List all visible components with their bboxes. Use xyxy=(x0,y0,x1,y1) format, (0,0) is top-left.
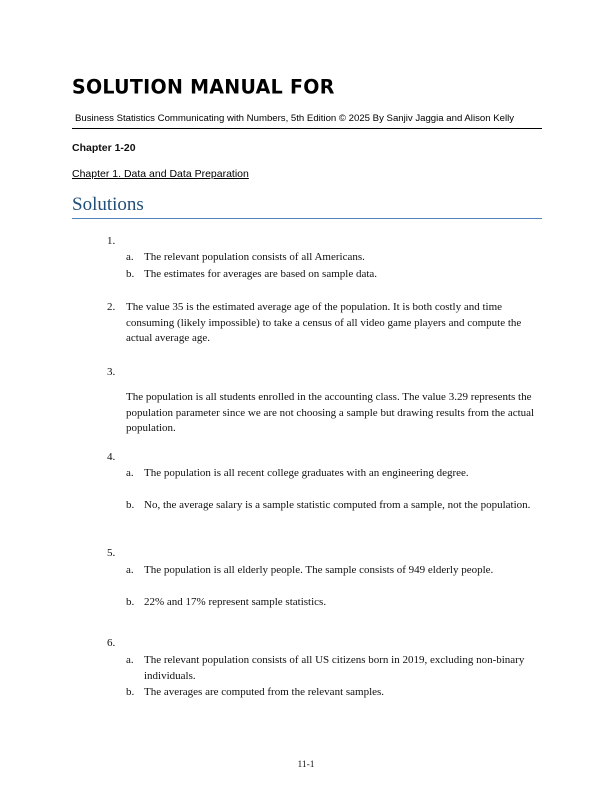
answer-text: The relevant population consists of all US citizens born in 2019, excluding non-binary individuals. xyxy=(144,654,525,682)
answer-text: The estimates for averages are based on sample data. xyxy=(144,268,378,280)
question-number: 1. xyxy=(107,235,116,247)
answer-marker: b. xyxy=(126,596,135,608)
answer-marker: b. xyxy=(126,499,135,511)
answer-text: The population is all recent college graduates with an engineering degree. xyxy=(144,467,469,479)
answer-marker: b. xyxy=(126,268,135,280)
answer-text: The population is all elderly people. The sample consists of 949 elderly people. xyxy=(144,564,494,576)
page-number: 11-1 xyxy=(297,760,315,770)
question-number: 4. xyxy=(107,451,116,463)
answer-paragraph: The value 35 is the estimated average age of the population. It is both costly and time consuming (likely impossible) to take a census of all video game players and compute the actual average age. xyxy=(126,301,522,344)
question-number: 5. xyxy=(107,547,116,559)
document-title: SOLUTION MANUAL FOR xyxy=(72,75,335,99)
book-subtitle: Business Statistics Communicating with Numbers, 5th Edition © 2025 By Sanjiv Jaggia and Alison Kelly xyxy=(75,113,515,124)
question-number: 6. xyxy=(107,637,116,649)
answer-marker: a. xyxy=(126,564,134,576)
answer-marker: a. xyxy=(126,251,134,263)
answer-text: The relevant population consists of all Americans. xyxy=(144,251,365,263)
answer-text: No, the average salary is a sample statistic computed from a sample, not the population. xyxy=(144,499,531,511)
question-number: 3. xyxy=(107,366,116,378)
answer-text: The averages are computed from the relevant samples. xyxy=(144,686,385,698)
answer-marker: b. xyxy=(126,686,135,698)
chapter-range: Chapter 1-20 xyxy=(72,142,136,154)
header-rule xyxy=(72,128,542,129)
question-number: 2. xyxy=(107,301,116,313)
chapter-title-link[interactable]: Chapter 1. Data and Data Preparation xyxy=(72,168,249,180)
answer-text: 22% and 17% represent sample statistics. xyxy=(144,596,327,608)
section-heading: Solutions xyxy=(72,194,144,215)
answer-paragraph: The population is all students enrolled in the accounting class. The value 3.29 represents the population parameter since we are not choosing a sample but drawing results from the actual population. xyxy=(126,391,535,434)
section-rule xyxy=(72,218,542,219)
answer-marker: a. xyxy=(126,467,134,479)
answer-marker: a. xyxy=(126,654,134,666)
